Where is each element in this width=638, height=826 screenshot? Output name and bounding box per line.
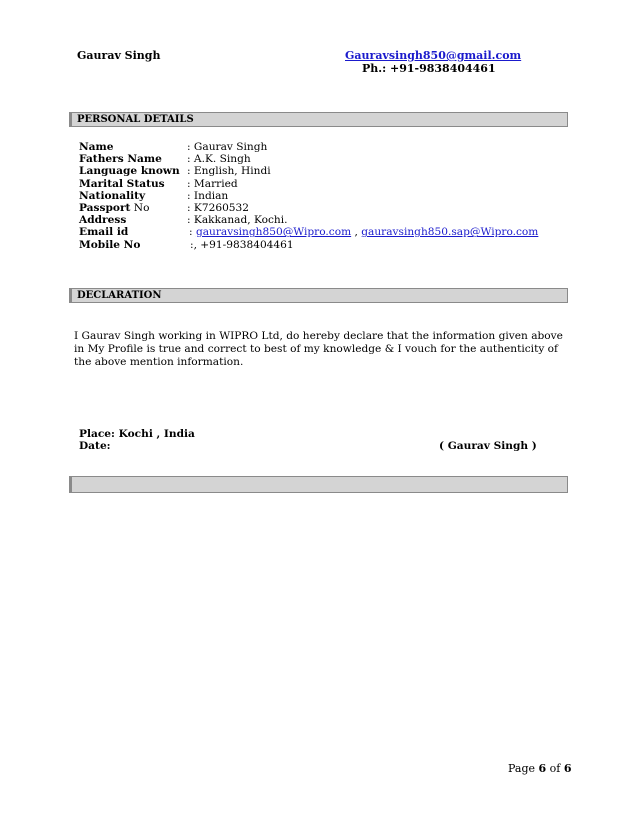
current-page: 6 bbox=[538, 762, 547, 775]
personal-details-bar bbox=[69, 112, 568, 127]
detail-label: Marital Status bbox=[79, 177, 165, 190]
page-word: Page bbox=[508, 762, 539, 775]
detail-value: : Married bbox=[187, 177, 238, 190]
detail-label: Email id bbox=[79, 226, 129, 239]
detail-value: : English, Hindi bbox=[187, 165, 271, 178]
declaration-text: I Gaurav Singh working in WIPRO Ltd, do hereby declare that the information given above in My Profile is true and correct to best of my knowledge & I vouch for the authenticity of the above mention information. bbox=[74, 330, 563, 368]
email-prefix: : bbox=[189, 226, 196, 239]
detail-value: : A.K. Singh bbox=[187, 153, 251, 166]
page-number bbox=[508, 762, 572, 775]
sap-email-link[interactable]: gauravsingh850.sap@Wipro.com bbox=[361, 226, 539, 239]
detail-value: : K7260532 bbox=[187, 201, 250, 214]
detail-label: Mobile No bbox=[79, 238, 141, 251]
email-separator: , bbox=[351, 226, 362, 239]
detail-label: Address bbox=[79, 214, 127, 227]
detail-label: Language known bbox=[79, 165, 180, 178]
detail-label: Name bbox=[79, 141, 114, 153]
header-name: Gaurav Singh bbox=[77, 49, 161, 62]
detail-value: : Kakkanad, Kochi. bbox=[187, 214, 288, 227]
personal-details-title: PERSONAL DETAILS bbox=[77, 114, 194, 125]
header-email-link[interactable]: Gauravsingh850@gmail.com bbox=[345, 49, 522, 62]
detail-value: : Gaurav Singh bbox=[187, 141, 268, 153]
detail-label bbox=[79, 202, 149, 214]
detail-label: Fathers Name bbox=[79, 153, 162, 166]
detail-label-bold: Passport bbox=[79, 201, 131, 214]
detail-label-suffix: No bbox=[130, 201, 150, 214]
signature-line: ( Gaurav Singh ) bbox=[439, 440, 537, 452]
date-line: Date: bbox=[79, 440, 111, 452]
total-pages: 6 bbox=[563, 762, 572, 775]
work-email-link[interactable]: gauravsingh850@Wipro.com bbox=[195, 226, 352, 239]
detail-value: : Indian bbox=[187, 189, 229, 202]
of-word: of bbox=[546, 762, 564, 775]
declaration-title: DECLARATION bbox=[77, 290, 162, 301]
detail-value bbox=[189, 226, 538, 238]
detail-value: :, +91-9838404461 bbox=[190, 238, 294, 251]
place-line: Place: Kochi , India bbox=[79, 428, 195, 440]
empty-section-bar bbox=[69, 476, 568, 493]
detail-label: Nationality bbox=[79, 189, 146, 202]
header-phone: Ph.: +91-9838404461 bbox=[362, 62, 496, 75]
declaration-bar bbox=[69, 288, 568, 303]
